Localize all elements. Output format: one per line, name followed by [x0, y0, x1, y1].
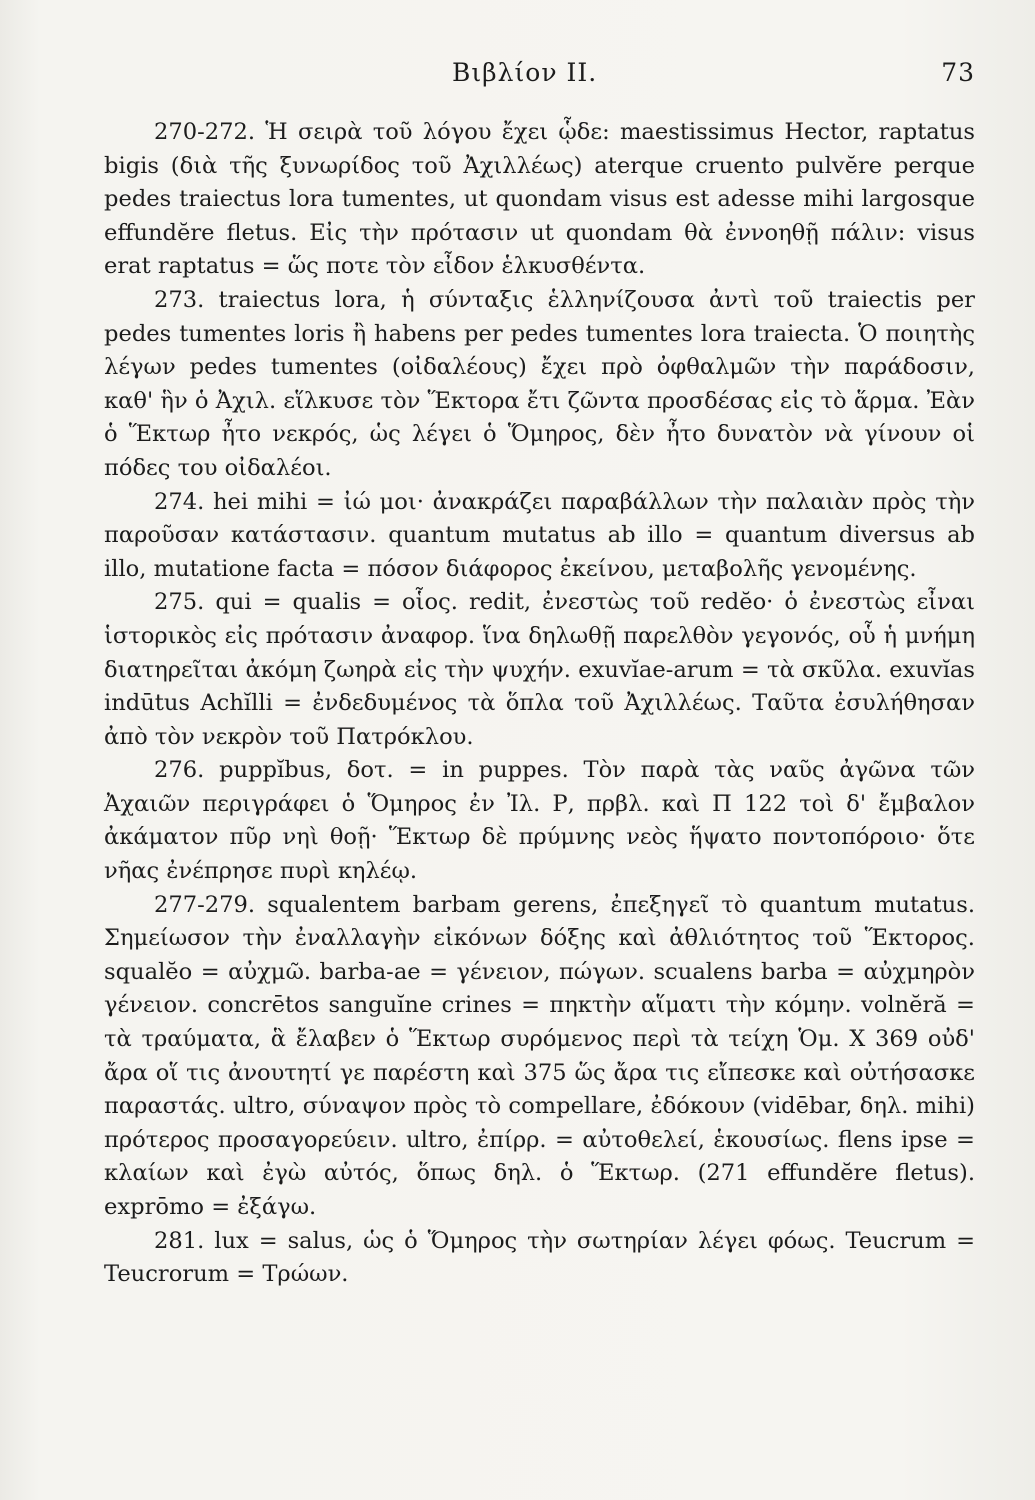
commentary-entry-275: 275. qui = qualis = οἷος. redit, ἐνεστὼς τοῦ redĕo· ὁ ἐνεστὼς εἶναι ἱστορικὸς εἰς πρότασιν ἀναφορ. ἵνα δηλωθῇ παρελθὸν γεγονός, οὗ ἡ μνήμη διατηρεῖται ἀκόμη ζωηρὰ εἰς τὴν ψυχήν. exuvĭae-arum = τὰ σκῦλα. exuvĭas indūtus Achĭlli = ἐνδεδυμένος τὰ ὅπλα τοῦ Ἀχιλλέως. Ταῦτα ἐσυλήθησαν ἀπὸ τὸν νεκρὸν τοῦ Πατρόκλου. [104, 589, 975, 750]
commentary-body [104, 116, 975, 1292]
running-head [104, 58, 975, 98]
commentary-entry-270-272: 270-272. Ἡ σειρὰ τοῦ λόγου ἔχει ᾧδε: maestissimus Hector, raptatus bigis (διὰ τῆς ξυνωρίδος τοῦ Ἀχιλλέως) aterque cruento pulvĕre perque pedes traiectus lora tumentes, ut quondam visus est adesse mihi largosque effundĕre fletus. Εἰς τὴν πρότασιν ut quondam θὰ ἐννοηθῇ πάλιν: visus erat raptatus = ὥς ποτε τὸν εἶδον ἑλκυσθέντα. [104, 119, 975, 280]
commentary-entry-277-279: 277-279. squalentem barbam gerens, ἐπεξηγεῖ τὸ quantum mutatus. Σημείωσον τὴν ἐναλλαγὴν εἰκόνων δόξης καὶ ἀθλιότητος τοῦ Ἕκτορος. squalĕo = αὐχμῶ. barba-ae = γένειον, πώγων. scualens barba = αὐχμηρὸν γένειον. concrētos sanguĭne crines = πηκτὴν αἵματι τὴν κόμην. volnĕră = τὰ τραύματα, ἃ ἔλαβεν ὁ Ἕκτωρ συρόμενος περὶ τὰ τείχη Ὁμ. X 369 οὐδ' ἄρα οἵ τις ἀνουτητί γε παρέστη καὶ 375 ὥς ἄρα τις εἴπεσκε καὶ οὐτήσασκε παραστάς. ultro, σύναψον πρὸς τὸ compellare, ἐδόκουν (vidēbar, δηλ. mihi) πρότερος προσαγορεύειν. ultro, ἐπίρρ. = αὐτοθελεί, ἑκουσίως. flens ipse = κλαίων καὶ ἐγὼ αὐτός, ὅπως δηλ. ὁ Ἕκτωρ. (271 effundĕre fletus). exprōmo = ἐξάγω. [104, 891, 975, 1220]
page-number: 73 [941, 58, 975, 87]
commentary-entry-281: 281. lux = salus, ὡς ὁ Ὅμηρος τὴν σωτηρίαν λέγει φόως. Teucrum = Teucrorum = Τρώων. [104, 1227, 975, 1288]
commentary-entry-276: 276. puppĭbus, δοτ. = in puppes. Τὸν παρὰ τὰς ναῦς ἀγῶνα τῶν Ἀχαιῶν περιγράφει ὁ Ὅμηρος ἐν Ἰλ. Ρ, πρβλ. καὶ Π 122 τοὶ δ' ἔμβαλον ἀκάματον πῦρ νηὶ θοῇ· Ἕκτωρ δὲ πρύμνης νεὸς ἥψατο ποντοπόροιο· ὅτε νῆας ἐνέπρησε πυρὶ κηλέῳ. [104, 757, 975, 885]
commentary-entry-274: 274. hei mihi = ἰώ μοι· ἀνακράζει παραβάλλων τὴν παλαιὰν πρὸς τὴν παροῦσαν κατάστασιν. quantum mutatus ab illo = quantum diversus ab illo, mutatione facta = πόσον διάφορος ἐκείνου, μεταβολῆς γενομένης. [104, 488, 975, 582]
running-title: Βιβλίον II. [452, 58, 598, 87]
commentary-entry-273: 273. traiectus lora, ἡ σύνταξις ἑλληνίζουσα ἀντὶ τοῦ traiectis per pedes tumentes loris ἢ habens per pedes tumentes lora traiecta. Ὁ ποιητὴς λέγων pedes tumentes (οἰδαλέους) ἔχει πρὸ ὀφθαλμῶν τὴν παράδοσιν, καθ' ἣν ὁ Ἀχιλ. εἵλκυσε τὸν Ἕκτορα ἔτι ζῶντα προσδέσας εἰς τὸ ἅρμα. Ἐὰν ὁ Ἕκτωρ ἦτο νεκρός, ὡς λέγει ὁ Ὅμηρος, δὲν ἦτο δυνατὸν νὰ γίνουν οἱ πόδες του οἰδαλέοι. [104, 286, 975, 481]
